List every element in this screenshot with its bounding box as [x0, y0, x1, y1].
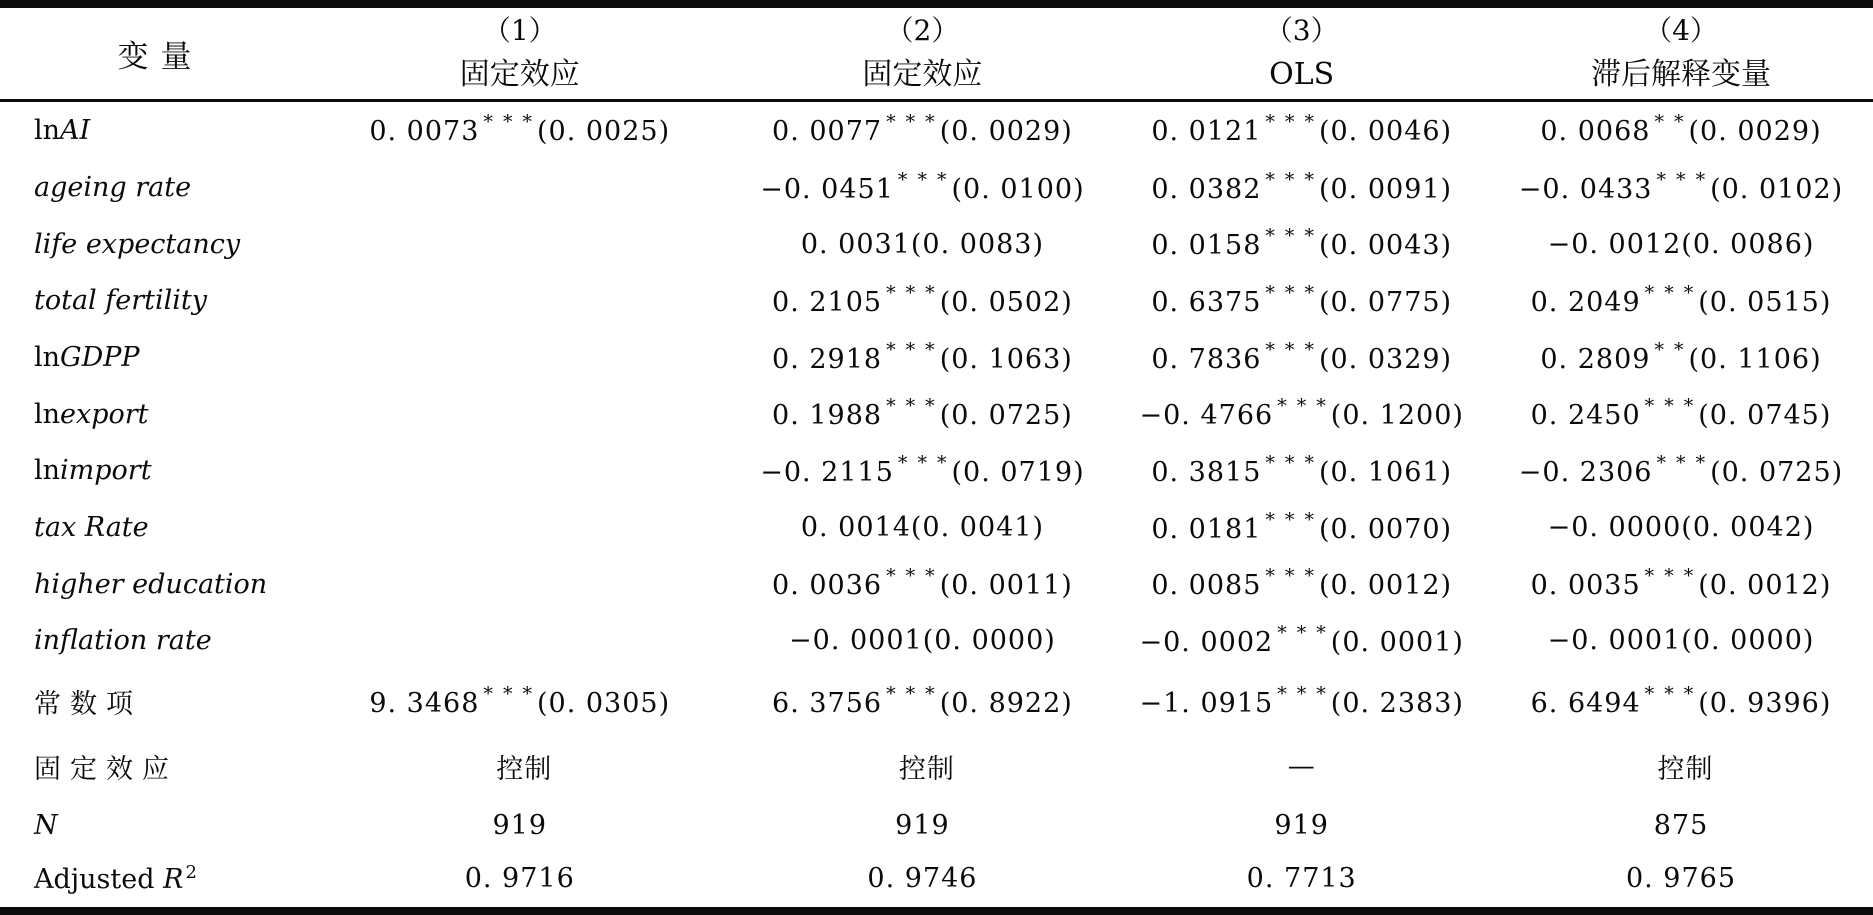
table-row — [0, 329, 1873, 386]
coefficient-value: 0. 1988 — [772, 400, 883, 432]
coefficient-value: 0. 7836 — [1151, 343, 1262, 375]
table-row — [0, 159, 1873, 216]
coefficient-cell: — — [1287, 751, 1316, 783]
coefficient-cell — [1114, 499, 1489, 556]
coefficient-value: 0. 0085 — [1151, 570, 1262, 602]
standard-error: (0. 0046) — [1318, 116, 1453, 148]
coefficient-value: 6. 3756 — [772, 687, 883, 719]
coefficient-value: 0. 0031 — [800, 228, 911, 260]
coefficient-value: 0. 0181 — [1151, 513, 1262, 545]
row-label-text: R — [163, 863, 184, 895]
coefficient-cell: 控制 — [898, 754, 955, 786]
table-row — [0, 556, 1873, 613]
row-label-text: N — [34, 809, 58, 841]
coefficient-value: −0. 0002 — [1139, 626, 1274, 658]
coefficient-cell — [730, 613, 1114, 670]
coefficient-cell — [730, 443, 1114, 500]
coefficient-cell: 0. 7713 — [1246, 862, 1357, 894]
coefficient-value: 0. 2450 — [1530, 400, 1641, 432]
coefficient-value: 9. 3468 — [369, 687, 480, 719]
standard-error: (0. 8922) — [939, 687, 1073, 719]
row-label — [0, 329, 309, 386]
coefficient-value: 0. 0121 — [1151, 116, 1262, 148]
coefficient-value: 0. 2918 — [772, 343, 883, 375]
significance-stars: * * * — [1644, 281, 1696, 304]
significance-stars: * * * — [1265, 225, 1316, 248]
coefficient-value: 0. 2049 — [1530, 286, 1641, 318]
row-label — [0, 799, 309, 851]
table-body — [0, 100, 1873, 906]
row-label-text: export — [60, 398, 149, 430]
standard-error: (0. 0775) — [1318, 286, 1453, 318]
coefficient-cell — [1114, 273, 1489, 330]
coefficient-cell — [1489, 100, 1873, 159]
standard-error: (0. 9396) — [1698, 687, 1832, 719]
standard-error: (0. 0502) — [939, 286, 1073, 318]
row-label — [0, 273, 309, 330]
coefficient-cell — [309, 216, 730, 273]
row-label-text: ln — [34, 398, 61, 430]
significance-stars: * * * — [1265, 111, 1316, 134]
coefficient-cell — [309, 329, 730, 386]
standard-error: (0. 0043) — [1318, 230, 1453, 262]
standard-error: (0. 0029) — [939, 116, 1073, 148]
column-3-method: OLS — [1269, 57, 1335, 93]
coefficient-cell — [309, 613, 730, 670]
standard-error: (0. 0725) — [939, 400, 1073, 432]
table-top-border — [0, 0, 1873, 8]
coefficient-cell — [730, 669, 1114, 734]
table-row — [0, 443, 1873, 500]
column-1-number: （1） — [482, 14, 557, 48]
standard-error: (0. 1106) — [1688, 343, 1822, 375]
standard-error: (0. 0102) — [1710, 173, 1844, 205]
row-label-text: ln — [34, 455, 61, 487]
row-label — [0, 499, 309, 556]
significance-stars: * * * — [1265, 508, 1316, 531]
column-4-number: （4） — [1644, 14, 1718, 48]
coefficient-cell — [1114, 159, 1489, 216]
column-4-method: 滞后解释变量 — [1591, 57, 1771, 93]
standard-error: (0. 1063) — [939, 343, 1073, 375]
row-label-text: life expectancy — [34, 228, 241, 260]
coefficient-cell — [1114, 386, 1489, 443]
row-label — [0, 100, 309, 159]
table-row — [0, 734, 1873, 799]
coefficient-value: 6. 6494 — [1530, 687, 1641, 719]
coefficient-cell — [309, 159, 730, 216]
row-label-text: import — [60, 455, 152, 487]
table-row — [0, 216, 1873, 273]
table-row — [0, 851, 1873, 906]
standard-error: (0. 0000) — [922, 625, 1056, 657]
row-label-text: Adjusted — [34, 863, 164, 895]
standard-error: (0. 0329) — [1318, 343, 1453, 375]
significance-stars: * * * — [483, 111, 534, 134]
significance-stars: * * * — [897, 451, 949, 474]
column-2-number: （2） — [885, 14, 960, 48]
coefficient-cell — [1489, 669, 1873, 734]
significance-stars: * * * — [1265, 281, 1316, 304]
coefficient-cell — [309, 499, 730, 556]
significance-stars: * * * — [1277, 395, 1328, 418]
table-row — [0, 100, 1873, 159]
column-2-method: 固定效应 — [862, 57, 983, 93]
coefficient-cell: 875 — [1653, 809, 1709, 841]
significance-stars: * * * — [897, 168, 949, 191]
standard-error: (0. 0025) — [537, 116, 671, 148]
row-label-text: GDPP — [60, 342, 140, 374]
table-row — [0, 613, 1873, 670]
significance-stars: * * — [1654, 111, 1686, 134]
coefficient-value: −0. 0012 — [1547, 228, 1682, 260]
coefficient-cell: 控制 — [496, 754, 553, 786]
row-label-text: ageing rate — [34, 172, 192, 203]
standard-error: (0. 0515) — [1698, 286, 1832, 318]
significance-stars: * * * — [1277, 621, 1328, 644]
coefficient-value: 0. 3815 — [1151, 456, 1262, 488]
coefficient-cell — [1114, 556, 1489, 613]
row-label — [0, 443, 309, 500]
significance-stars: * * * — [1656, 168, 1708, 191]
row-label — [0, 386, 309, 443]
coefficient-cell — [1114, 443, 1489, 500]
coefficient-cell — [1114, 100, 1489, 159]
table-bottom-border — [0, 907, 1873, 915]
significance-stars: * * * — [886, 565, 937, 588]
coefficient-cell — [1489, 159, 1873, 216]
standard-error: (0. 0012) — [1318, 570, 1453, 602]
significance-stars: * * * — [1265, 565, 1316, 588]
standard-error: (0. 0001) — [1330, 626, 1464, 658]
coefficient-value: −0. 0000 — [1547, 512, 1682, 544]
coefficient-value: −1. 0915 — [1139, 687, 1274, 719]
coefficient-value: 0. 0014 — [800, 512, 911, 544]
table-row — [0, 273, 1873, 330]
standard-error: (0. 0011) — [939, 570, 1073, 602]
table-row — [0, 799, 1873, 851]
standard-error: (0. 1061) — [1318, 456, 1453, 488]
significance-stars: * * * — [1265, 338, 1316, 361]
coefficient-cell — [309, 273, 730, 330]
significance-stars: * * — [1654, 338, 1686, 361]
coefficient-cell — [309, 100, 730, 159]
significance-stars: * * * — [1644, 395, 1696, 418]
coefficient-cell — [730, 329, 1114, 386]
row-label — [0, 669, 309, 734]
coefficient-cell — [730, 100, 1114, 159]
significance-stars: * * * — [1277, 682, 1328, 705]
coefficient-cell — [309, 386, 730, 443]
coefficient-cell — [730, 273, 1114, 330]
coefficient-cell — [1489, 499, 1873, 556]
variable-column-header: 变量 — [0, 8, 309, 100]
standard-error: (0. 0083) — [910, 228, 1045, 260]
coefficient-cell — [1489, 216, 1873, 273]
coefficient-value: 0. 0077 — [772, 116, 883, 148]
coefficient-cell — [1489, 556, 1873, 613]
coefficient-value: −0. 2306 — [1518, 456, 1653, 488]
significance-stars: * * * — [886, 111, 937, 134]
standard-error: (0. 2383) — [1330, 687, 1464, 719]
standard-error: (0. 0086) — [1681, 228, 1815, 260]
coefficient-cell — [1114, 216, 1489, 273]
significance-stars: * * * — [886, 338, 937, 361]
significance-stars: * * * — [483, 682, 534, 705]
row-label-text: inflation rate — [34, 625, 212, 657]
row-label — [0, 159, 309, 216]
coefficient-value: −0. 0001 — [789, 625, 923, 657]
coefficient-value: 0. 0036 — [772, 570, 883, 602]
row-label-text: 固定效应 — [34, 754, 178, 786]
standard-error: (0. 0100) — [951, 173, 1085, 205]
coefficient-value: 0. 0382 — [1151, 173, 1262, 205]
coefficient-cell — [1489, 329, 1873, 386]
table-row — [0, 386, 1873, 443]
table-row — [0, 499, 1873, 556]
coefficient-cell — [1489, 443, 1873, 500]
column-header-4 — [1489, 8, 1873, 100]
coefficient-value: 0. 6375 — [1151, 286, 1262, 318]
coefficient-cell — [1489, 386, 1873, 443]
coefficient-cell: 919 — [1274, 809, 1329, 841]
coefficient-cell — [309, 556, 730, 613]
significance-stars: * * * — [886, 682, 937, 705]
coefficient-cell — [1114, 613, 1489, 670]
standard-error: (0. 0042) — [1681, 512, 1815, 544]
row-label — [0, 613, 309, 670]
coefficient-value: 0. 0068 — [1540, 116, 1651, 148]
coefficient-value: −0. 4766 — [1139, 400, 1274, 432]
standard-error: (0. 0041) — [910, 512, 1045, 544]
standard-error: (0. 0000) — [1681, 625, 1815, 657]
coefficient-cell — [1489, 613, 1873, 670]
standard-error: (0. 0091) — [1318, 173, 1453, 205]
coefficient-cell: 控制 — [1657, 754, 1714, 786]
coefficient-value: 0. 0073 — [369, 116, 480, 148]
row-label — [0, 216, 309, 273]
coefficient-value: −0. 0451 — [760, 173, 894, 205]
coefficient-cell — [730, 386, 1114, 443]
coefficient-cell: 919 — [492, 809, 548, 841]
standard-error: (0. 0070) — [1318, 513, 1453, 545]
standard-error: (0. 0725) — [1710, 456, 1844, 488]
table-row — [0, 669, 1873, 734]
coefficient-value: 0. 0035 — [1530, 570, 1641, 602]
significance-stars: * * * — [886, 281, 937, 304]
standard-error: (0. 0012) — [1698, 570, 1832, 602]
standard-error: (0. 0719) — [951, 456, 1085, 488]
coefficient-cell: 919 — [895, 809, 950, 841]
column-header-2 — [730, 8, 1114, 100]
significance-stars: * * * — [1656, 451, 1708, 474]
row-label — [0, 734, 309, 799]
regression-results-table — [0, 8, 1873, 906]
coefficient-cell: 0. 9765 — [1625, 862, 1737, 894]
standard-error: (0. 0305) — [537, 687, 671, 719]
row-label-text: tax Rate — [34, 512, 149, 544]
coefficient-cell — [730, 499, 1114, 556]
coefficient-cell: 0. 9746 — [867, 862, 978, 894]
significance-stars: * * * — [1265, 451, 1316, 474]
significance-stars: * * * — [1644, 682, 1696, 705]
coefficient-value: 0. 2105 — [772, 286, 883, 318]
significance-stars: * * * — [886, 395, 937, 418]
row-label-text: 常数项 — [34, 689, 142, 721]
column-header-1 — [309, 8, 730, 100]
row-label — [0, 556, 309, 613]
row-label-text: ln — [34, 342, 61, 374]
coefficient-value: −0. 0001 — [1547, 625, 1682, 657]
coefficient-cell — [730, 159, 1114, 216]
column-header-3 — [1114, 8, 1489, 100]
coefficient-cell — [1489, 273, 1873, 330]
coefficient-cell — [309, 443, 730, 500]
column-1-method: 固定效应 — [459, 57, 580, 93]
row-label-text: higher education — [34, 568, 268, 600]
coefficient-cell — [309, 669, 730, 734]
header-row — [0, 8, 1873, 100]
row-label-text: 2 — [185, 861, 197, 883]
significance-stars: * * * — [1265, 168, 1316, 191]
standard-error: (0. 0029) — [1688, 116, 1822, 148]
coefficient-value: −0. 2115 — [760, 456, 894, 488]
coefficient-cell — [730, 556, 1114, 613]
column-3-number: （3） — [1264, 14, 1339, 48]
table-header — [0, 8, 1873, 100]
coefficient-value: −0. 0433 — [1518, 173, 1653, 205]
row-label-text: ln — [34, 114, 61, 146]
coefficient-value: 0. 0158 — [1151, 230, 1262, 262]
coefficient-cell — [1114, 329, 1489, 386]
standard-error: (0. 0745) — [1698, 400, 1832, 432]
row-label — [0, 851, 309, 906]
coefficient-cell — [1114, 669, 1489, 734]
significance-stars: * * * — [1644, 565, 1696, 588]
standard-error: (0. 1200) — [1330, 400, 1464, 432]
row-label-text: total fertility — [34, 285, 208, 317]
coefficient-value: 0. 2809 — [1540, 343, 1651, 375]
coefficient-cell: 0. 9716 — [464, 862, 575, 894]
coefficient-cell — [730, 216, 1114, 273]
row-label-text: AI — [60, 114, 91, 146]
